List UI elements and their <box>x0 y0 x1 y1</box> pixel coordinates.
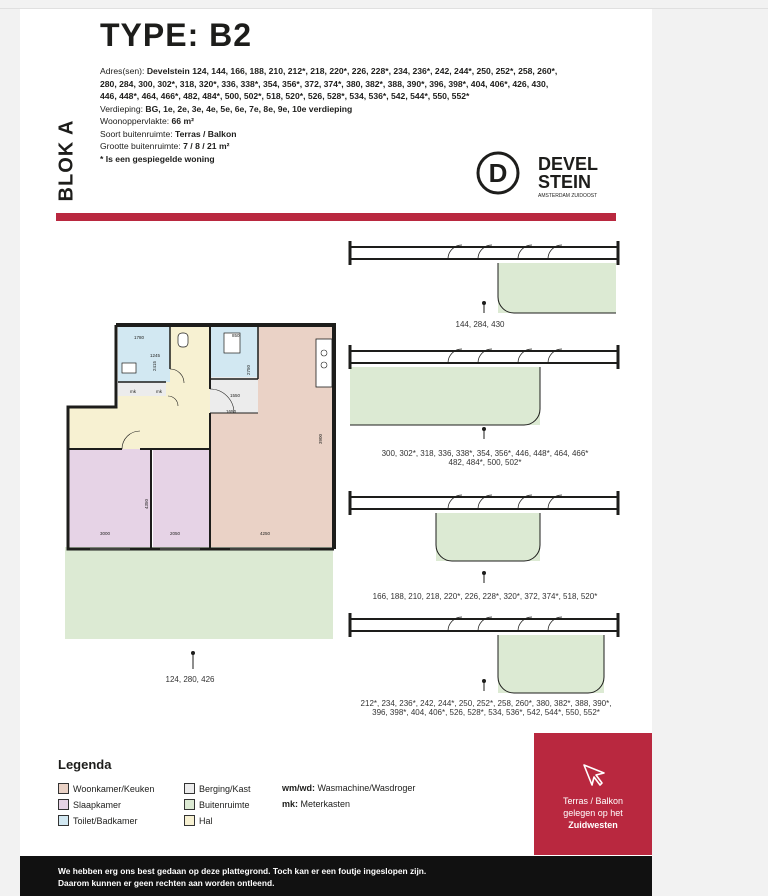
balcony-variant-4-caption-line2: 396, 398*, 404, 406*, 526, 528*, 534, 536*, 542, 544*, 550, 552* <box>372 708 600 717</box>
floor-plan <box>60 309 360 659</box>
balcony-variant-2-caption-line2: 482, 484*, 500, 502* <box>448 458 522 467</box>
outdoor-size-value: 7 / 8 / 21 m² <box>183 141 230 151</box>
outdoor-type-row: Soort buitenruimte: Terras / Balkon <box>100 128 237 139</box>
legend-item-storage: Berging/Kast <box>184 783 251 794</box>
floorplan-sheet <box>20 9 652 896</box>
balcony-variant-3-caption: 166, 188, 210, 218, 220*, 226, 228*, 320*, 372, 374*, 518, 520* <box>372 592 598 601</box>
legend-abbr-mk: mk: Meterkasten <box>282 799 351 809</box>
area-value: 66 m² <box>171 116 194 126</box>
legend-item-bedroom: Slaapkamer <box>58 799 121 810</box>
balcony-variant-4-caption-line1: 212*, 234, 236*, 242, 244*, 250, 252*, 258, 260*, 380, 382*, 388, 390*, <box>360 699 612 708</box>
plan-caption: 124, 280, 426 <box>165 675 215 684</box>
accent-divider <box>56 213 616 221</box>
dim-1780: 1780 <box>134 335 145 340</box>
terrace-area <box>65 547 333 639</box>
plan-marker <box>188 649 198 673</box>
dim-2750: 2750 <box>246 364 251 375</box>
balcony-variant-2-caption <box>340 449 630 467</box>
legend-abbr-wm: wm/wd: Wasmachine/Wasdroger <box>282 783 416 793</box>
legend-item-outdoor: Buitenruimte <box>184 799 250 810</box>
bedroom-2 <box>153 449 210 547</box>
dim-850: 850 <box>232 333 240 338</box>
type-title: TYPE: B2 <box>100 17 253 53</box>
disclaimer-line2: Daarom kunnen er geen rechten aan worden ontleend. <box>58 878 275 888</box>
balcony-variant-2-marker <box>480 427 488 441</box>
outdoor-type-value: Terras / Balkon <box>175 128 237 139</box>
balcony-variant-1-marker <box>480 301 488 315</box>
disclaimer-footer <box>20 856 652 896</box>
outdoor-size-row: Grootte buitenruimte: 7 / 8 / 21 m² <box>100 141 230 151</box>
legend-title: Legenda <box>58 757 112 772</box>
kitchen-counter <box>316 339 332 387</box>
dim-1650: 1650 <box>226 409 237 414</box>
balcony-variant-2-caption-line1: 300, 302*, 318, 336, 338*, 354, 356*, 446, 448*, 464, 466* <box>381 449 589 458</box>
dim-1550: 1550 <box>230 393 241 398</box>
balcony-variant-3-marker <box>480 571 488 585</box>
address-value: Develstein 124, 144, 166, 188, 210, 212*, 218, 220*, 226, 228*, 234, 236*, 242, 244*, 250, 252*, 258, 260*, 280, 284, 300, 302*, 318, 320*, 336, 338*, 354, 356*, 372, 374*, 380, 382*, 388, 390*, 396, 398*, 404, 406*, 426, 430, 446, 448*, 464, 466*, 482, 484*, 500, 502*, 518, 520*, 526, 528*, 534, 536*, 542, 544*, 550, 552* <box>100 66 558 101</box>
balcony-variant-1-caption: 144, 284, 430 <box>455 320 505 329</box>
legend-item-living: Woonkamer/Keuken <box>58 783 154 794</box>
dim-2415: 2415 <box>152 360 157 371</box>
orientation-line2: gelegen op het <box>563 808 623 818</box>
orientation-box <box>534 733 652 855</box>
balcony-variant-3 <box>348 487 620 567</box>
dim-4350: 4350 <box>144 498 149 509</box>
logo-line2: STEIN <box>538 172 592 192</box>
compass-icon <box>580 761 608 789</box>
logo-letter: D <box>488 158 508 188</box>
dim-3900: 3900 <box>318 433 323 444</box>
blok-label: BLOK A <box>55 119 78 202</box>
develstein-logo <box>476 149 636 205</box>
area-row: Woonoppervlakte: 66 m² <box>100 116 194 126</box>
disclaimer-line1: We hebben erg ons best gedaan op deze plattegrond. Toch kan er een foutje ingeslopen zijn. <box>58 866 427 876</box>
legend-item-hall: Hal <box>184 815 213 826</box>
top-bar <box>0 0 768 9</box>
dim-2050: 2050 <box>170 531 181 536</box>
dim-4250: 4250 <box>260 531 271 536</box>
dim-1245: 1245 <box>150 353 161 358</box>
orientation-line1: Terras / Balkon <box>562 796 624 806</box>
legend-item-bath: Toilet/Badkamer <box>58 815 138 826</box>
orientation-line3: Zuidwesten <box>568 820 618 830</box>
mk-label: mk <box>130 389 136 394</box>
balcony-variant-4-marker <box>480 679 488 693</box>
logo-line1: DEVEL <box>538 154 599 174</box>
balcony-variant-2 <box>348 339 620 429</box>
dim-3000: 3000 <box>100 531 111 536</box>
floor-row: Verdieping: BG, 1e, 2e, 3e, 4e, 5e, 6e, 7e, 8e, 9e, 10e verdieping <box>100 103 353 114</box>
address-row: Adres(sen): Develstein 124, 144, 166, 188, 210, 212*, 218, 220*, 226, 228*, 234, 236*, 242, 244*, 250, 252*, 258, 260*, 280, 284, 300, 302*, 318, 320*, 336, 338*, 354, 356*, 372, 374*, 380, 382*, 388, 390*, 396, 398*, 404, 406*, 426, 430, 446, 448*, 464, 466*, 482, 484*, 500, 502*, 518, 520*, 526, 528*, 534, 536*, 542, 544*, 550, 552* <box>100 66 558 101</box>
mirror-note: * Is een gespiegelde woning <box>100 153 215 164</box>
logo-sub: AMSTERDAM ZUIDOOST <box>538 193 598 199</box>
balcony-variant-4-caption <box>320 699 652 717</box>
floor-value: BG, 1e, 2e, 3e, 4e, 5e, 6e, 7e, 8e, 9e, 10e verdieping <box>145 103 353 114</box>
mk-label-2: mk <box>156 389 162 394</box>
